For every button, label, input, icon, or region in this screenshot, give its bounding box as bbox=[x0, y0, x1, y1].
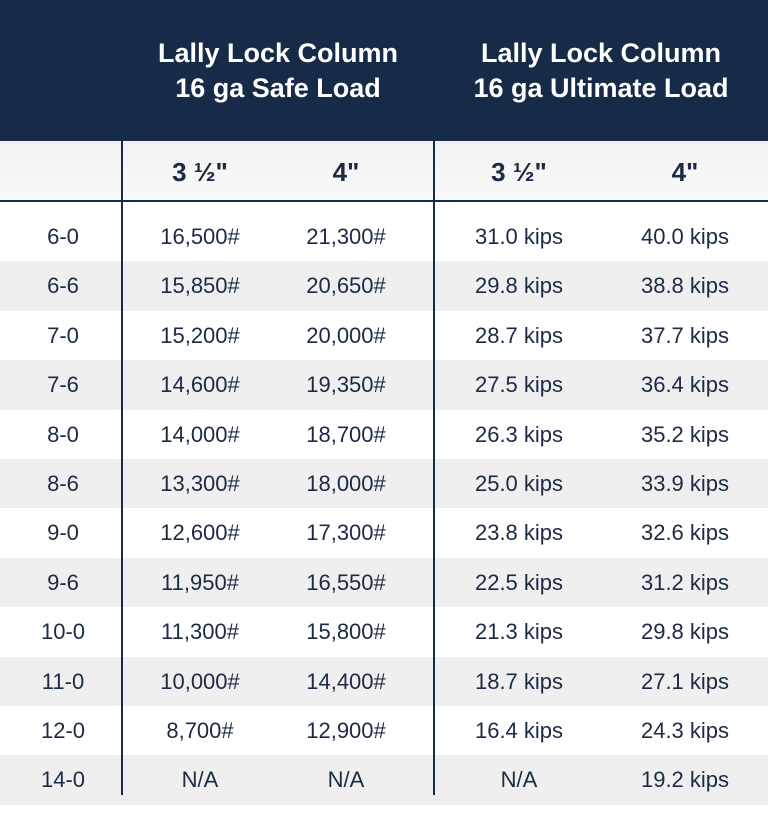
length-cell: 8-6 bbox=[47, 470, 79, 496]
safe-load-4-cell: 15,800# bbox=[306, 619, 386, 645]
table-row bbox=[0, 706, 768, 755]
ultimate-load-3-5-cell: N/A bbox=[500, 767, 538, 793]
ultimate-load-3-5-cell: 29.8 kips bbox=[474, 273, 564, 299]
ultimate-load-4-cell: 31.2 kips bbox=[640, 569, 730, 595]
safe-load-3-5-cell: 16,500# bbox=[160, 224, 240, 249]
safe-load-3-5-cell: 15,850# bbox=[160, 273, 240, 299]
length-cell: 9-0 bbox=[47, 520, 79, 546]
safe-load-4-cell: 19,350# bbox=[306, 372, 386, 398]
safe-load-4-cell: 17,300# bbox=[306, 520, 386, 546]
safe-load-3-5-cell: 13,300# bbox=[160, 470, 240, 496]
safe-load-4-cell: 21,300# bbox=[306, 224, 386, 249]
safe-load-4-cell: N/A bbox=[327, 767, 365, 793]
size-header-row bbox=[0, 141, 768, 202]
safe-load-heading bbox=[122, 36, 434, 106]
safe-load-3-5-cell: 8,700# bbox=[166, 717, 234, 743]
length-cell: 7-0 bbox=[47, 322, 79, 348]
safe-load-3-5-cell: N/A bbox=[181, 767, 219, 793]
table-row bbox=[0, 657, 768, 706]
safe-load-3-5-cell: 15,200# bbox=[160, 322, 240, 348]
ultimate-load-heading-line2: 16 ga Ultimate Load bbox=[473, 73, 729, 103]
table-row bbox=[0, 311, 768, 360]
safe-load-4-cell: 20,650# bbox=[306, 273, 386, 299]
ultimate-load-3-5-cell: 23.8 kips bbox=[474, 520, 564, 546]
length-cell: 9-6 bbox=[47, 569, 79, 595]
table-header bbox=[0, 0, 768, 141]
table-row bbox=[0, 508, 768, 557]
table-row bbox=[0, 261, 768, 310]
ultimate-load-4-cell: 24.3 kips bbox=[640, 717, 730, 743]
safe-load-4-cell: 18,000# bbox=[306, 470, 386, 496]
ultimate-load-4-cell: 38.8 kips bbox=[640, 273, 730, 299]
safe-load-4-cell: 14,400# bbox=[306, 668, 386, 694]
ultimate-load-3-5-cell: 22.5 kips bbox=[474, 569, 564, 595]
ultimate-load-3-5-cell: 28.7 kips bbox=[474, 322, 564, 348]
table-body bbox=[0, 212, 768, 805]
ultimate-load-4-cell: 37.7 kips bbox=[640, 322, 730, 348]
ultimate-load-4-cell: 33.9 kips bbox=[640, 470, 730, 496]
safe-load-heading-line2: 16 ga Safe Load bbox=[175, 73, 381, 103]
ultimate-load-4-cell: 40.0 kips bbox=[640, 224, 730, 249]
length-cell: 12-0 bbox=[40, 717, 86, 743]
ultimate-load-3-5-cell: 18.7 kips bbox=[474, 668, 564, 694]
column-divider bbox=[121, 141, 123, 795]
length-cell: 6-6 bbox=[47, 273, 79, 299]
safe-load-4-cell: 20,000# bbox=[306, 322, 386, 348]
safe-load-3-5-cell: 11,300# bbox=[161, 619, 239, 645]
table-row bbox=[0, 410, 768, 459]
ultimate-load-3-5-cell: 16.4 kips bbox=[474, 717, 564, 743]
table-row bbox=[0, 360, 768, 409]
length-cell: 14-0 bbox=[40, 767, 86, 793]
ultimate-load-3-5-cell: 26.3 kips bbox=[474, 421, 564, 447]
length-cell: 10-0 bbox=[40, 619, 86, 645]
ultimate-load-4-cell: 27.1 kips bbox=[640, 668, 730, 694]
ultimate-load-4-cell: 35.2 kips bbox=[640, 421, 730, 447]
length-cell: 6-0 bbox=[47, 224, 79, 249]
table-row bbox=[0, 755, 768, 804]
safe-load-4-cell: 12,900# bbox=[306, 717, 386, 743]
size-header-ultimate-4: 4" bbox=[671, 157, 699, 187]
ultimate-load-3-5-cell: 21.3 kips bbox=[474, 619, 564, 645]
ultimate-load-4-cell: 19.2 kips bbox=[640, 767, 730, 793]
ultimate-load-4-cell: 29.8 kips bbox=[640, 619, 730, 645]
length-cell: 8-0 bbox=[47, 421, 79, 447]
size-header-safe-4: 4" bbox=[332, 157, 360, 187]
safe-load-heading-line1: Lally Lock Column bbox=[157, 38, 399, 68]
ultimate-load-4-cell: 32.6 kips bbox=[640, 520, 730, 546]
safe-load-3-5-cell: 14,600# bbox=[160, 372, 240, 398]
size-header-ultimate-3-5: 3 ½" bbox=[491, 157, 547, 187]
length-cell: 7-6 bbox=[47, 372, 79, 398]
table-row bbox=[0, 607, 768, 656]
safe-load-3-5-cell: 11,950# bbox=[161, 569, 239, 595]
ultimate-load-3-5-cell: 27.5 kips bbox=[474, 372, 564, 398]
length-cell: 11-0 bbox=[41, 668, 85, 694]
column-divider bbox=[433, 141, 435, 795]
safe-load-4-cell: 18,700# bbox=[306, 421, 386, 447]
table-row bbox=[0, 558, 768, 607]
table-row bbox=[0, 459, 768, 508]
ultimate-load-heading bbox=[434, 36, 768, 106]
safe-load-4-cell: 16,550# bbox=[306, 569, 386, 595]
ultimate-load-3-5-cell: 25.0 kips bbox=[474, 470, 564, 496]
table-row bbox=[0, 212, 768, 261]
size-header-safe-3-5: 3 ½" bbox=[172, 157, 228, 187]
safe-load-3-5-cell: 14,000# bbox=[160, 421, 240, 447]
ultimate-load-4-cell: 36.4 kips bbox=[640, 372, 730, 398]
ultimate-load-3-5-cell: 31.0 kips bbox=[474, 224, 564, 249]
safe-load-3-5-cell: 10,000# bbox=[160, 668, 240, 694]
ultimate-load-heading-line1: Lally Lock Column bbox=[480, 38, 722, 68]
safe-load-3-5-cell: 12,600# bbox=[160, 520, 240, 546]
